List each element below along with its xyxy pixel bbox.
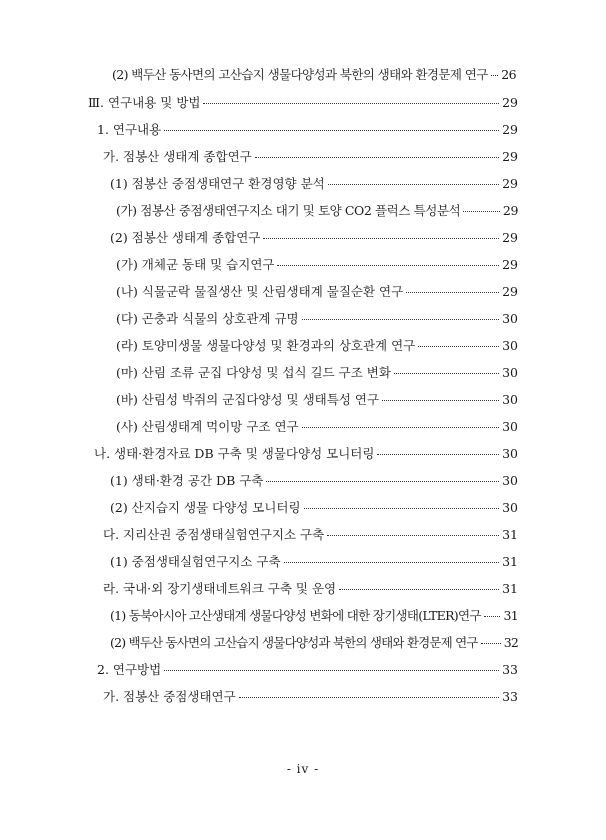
toc-entry-page: 29 [502,149,518,164]
toc-entry-page: 29 [502,284,518,299]
toc-entry-label: 나. 생태·환경자료 DB 구축 및 생물다양성 모니터링 [94,446,375,461]
toc-entry-page: 33 [502,662,518,677]
toc-entry [110,554,518,570]
toc-entry [94,446,518,462]
toc-entry-label: (2) 산지습지 생물 다양성 모니터링 [110,500,301,515]
toc-entry [116,392,518,408]
toc-entry [97,662,518,678]
toc-entry-label: 가. 점봉산 생태계 종합연구 [103,149,252,164]
toc-entry [110,473,518,489]
toc-entry-page: 33 [502,689,518,704]
toc-entry-page: 30 [502,500,518,515]
toc-entry [103,149,518,165]
toc-entry-label: (가) 개체군 동태 및 습지연구 [116,257,275,272]
toc-entry-label: 라. 국내·외 장기생태네트워크 구축 및 운영 [103,581,337,596]
toc-entry [103,527,518,543]
dot-leader [394,373,499,374]
toc-entry-page: 31 [502,527,518,542]
dot-leader [239,697,499,698]
dot-leader [491,75,499,76]
toc-entry [116,419,518,435]
dot-leader [302,427,499,428]
dot-leader [339,589,499,590]
toc-entry-page: 31 [503,608,518,623]
toc-entry-page: 29 [502,230,518,245]
toc-entry-page: 29 [502,122,518,137]
toc-entry [110,176,518,192]
toc-entry-page: 31 [502,581,518,596]
toc-entry-page: 30 [502,392,518,407]
dot-leader [481,643,501,644]
toc-entry-page: 29 [502,203,518,218]
toc-entry-label: (라) 토양미생물 생물다양성 및 환경과의 상호관계 연구 [116,338,416,353]
toc-entry-page: 29 [502,95,518,110]
toc-entry-label: 2. 연구방법 [97,662,162,677]
toc-entry-label: (1) 생태·환경 공간 DB 구축 [110,473,264,488]
toc-entry-page: 30 [502,311,518,326]
toc-entry-page: 30 [502,338,518,353]
dot-leader [327,535,499,536]
toc-entry [110,635,518,651]
toc-entry-label: 가. 점봉산 중점생태연구 [103,689,236,704]
dot-leader [418,346,499,347]
toc-entry-page: 30 [502,365,518,380]
toc-entry [116,311,518,327]
dot-leader [463,211,500,212]
toc-entry [112,67,516,83]
dot-leader [284,562,500,563]
toc-entry-label: 다. 지리산권 중점생태실험연구지소 구축 [103,527,325,542]
dot-leader [382,400,499,401]
toc-entry-page: 30 [502,419,518,434]
toc-entry-label: (바) 산림성 박쥐의 군집다양성 및 생태특성 연구 [116,392,380,407]
dot-leader [302,319,499,320]
toc-entry [116,203,518,219]
dot-leader [277,265,499,266]
dot-leader [164,130,499,131]
toc-entry-label: (2) 점봉산 생태계 종합연구 [110,230,261,245]
toc-entry [110,230,518,246]
toc-entry [97,122,518,138]
dot-leader [263,238,499,239]
toc-entry [116,257,518,273]
toc-entry-page: 32 [503,635,518,650]
toc-entry [103,689,518,705]
toc-entry-page: 29 [502,257,518,272]
toc-entry-label: (2) 백두산 동사면의 고산습지 생물다양성과 북한의 생태와 환경문제 연구 [112,67,488,82]
toc-entry [103,581,518,597]
dot-leader [484,616,501,617]
toc-entry-page: 29 [502,176,518,191]
toc-entry-label: 1. 연구내용 [97,122,162,137]
toc-entry [110,500,518,516]
dot-leader [203,103,499,104]
toc-entry-label: (가) 점봉산 중점생태연구지소 대기 및 토양 CO2 플럭스 특성분석 [116,203,461,218]
dot-leader [304,508,500,509]
toc-entry [116,284,518,300]
toc-entry-label: (1) 중점생태실험연구지소 구축 [110,554,281,569]
toc-entry [116,365,518,381]
dot-leader [406,292,499,293]
toc-entry-label: (1) 동북아시아 고산생태계 생물다양성 변화에 대한 장기생태(LTER)연구 [110,608,481,623]
toc-entry-page: 26 [501,67,516,82]
toc-entry [110,608,518,624]
toc-entry-page: 30 [502,473,518,488]
toc-entry-label: (1) 점봉산 중점생태연구 환경영향 분석 [110,176,325,191]
toc-entry-page: 30 [502,446,518,461]
dot-leader [377,454,499,455]
dot-leader [328,184,499,185]
dot-leader [266,481,499,482]
toc-entry-label: (마) 산림 조류 군집 다양성 및 섭식 길드 구조 변화 [116,365,391,380]
dot-leader [255,157,499,158]
toc-entry [116,338,518,354]
toc-entry-label: (나) 식물군락 물질생산 및 산림생태계 물질순환 연구 [116,284,404,299]
toc-entry-label: (2) 백두산 동사면의 고산습지 생물다양성과 북한의 생태와 환경문제 연구 [110,635,478,650]
dot-leader [164,670,499,671]
toc-entry-label: Ⅲ. 연구내용 및 방법 [88,95,201,110]
toc-entry-page: 31 [502,554,518,569]
page-number: - iv - [286,762,320,776]
toc-entry-label: (다) 곤충과 식물의 상호관계 규명 [116,311,299,326]
toc-entry [88,95,518,111]
toc-entry-label: (사) 산림생태계 먹이망 구조 연구 [116,419,299,434]
